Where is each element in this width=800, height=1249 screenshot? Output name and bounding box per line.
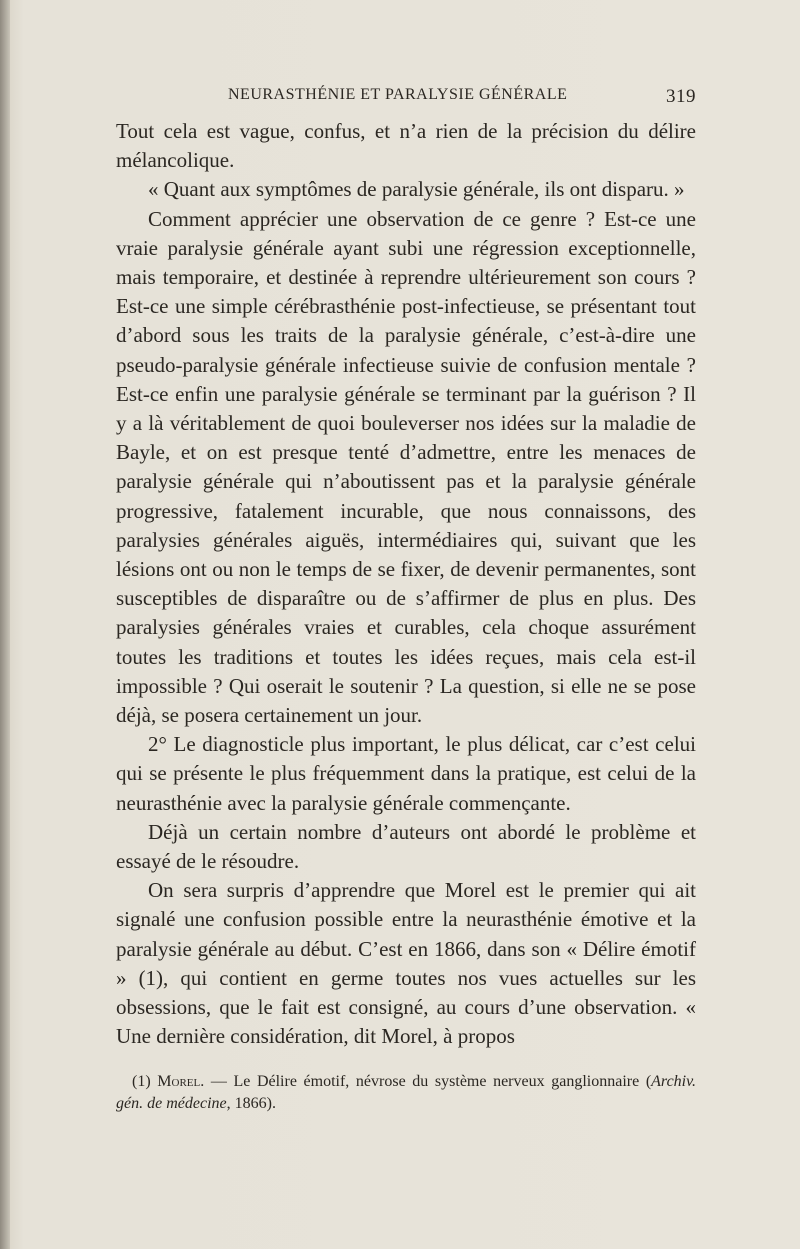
page-gutter-shadow <box>0 0 10 1249</box>
paragraph-1: Tout cela est vague, confus, et n’a rien de la précision du délire mélancolique. <box>116 119 696 173</box>
footnote-source: Archiv. gén. de médecine <box>116 1073 697 1112</box>
footnote-marker: (1) <box>132 1073 151 1090</box>
page-number: 319 <box>666 86 696 107</box>
running-header <box>116 86 696 110</box>
paragraph-3: Comment apprécier une observation de ce genre ? Est-ce une vraie paralysie générale ayant subi une régression exceptionnelle, mais temporaire, et destinée à reprendre ultérieurement son cours ? Est-ce une simple cérébrasthénie post-infectieuse, se présentant tout d’abord sous les traits de la paralysie générale, c’est-à-dire une pseudo-paralysie générale infectieuse suivie de confusion mentale ? Est-ce enfin une paralysie générale se terminant par la guérison ? Il y a là véritablement de quoi bouleverser nos idées sur la maladie de Bayle, et on est presque tenté d’admettre, entre les menaces de paralysie générale qui n’aboutissent pas et la paralysie générale progressive, fatalement incurable, que nous connaissons, des paralysies générales aiguës, intermédiaires qui, suivant que les lésions ont ou non le temps de se fixer, de devenir permanentes, sont susceptibles de disparaître ou de s’affirmer de plus en plus. Des paralysies générales vraies et curables, cela choque assurément toutes les traditions et toutes les idées reçues, mais cela est-il impossible ? Qui oserait le soutenir ? La question, si elle ne se pose déjà, se posera certainement un jour. <box>116 206 696 728</box>
footnote-year: , 1866). <box>226 1095 276 1112</box>
paragraph-2: « Quant aux symptômes de paralysie générale, ils ont disparu. » <box>148 177 685 202</box>
body-text <box>116 117 696 1052</box>
paragraph-5: Déjà un certain nombre d’auteurs ont abordé le problème et essayé de le résoudre. <box>116 819 696 874</box>
footnote-text: . — Le Délire émotif, névrose du système nerveux ganglionnaire <box>200 1073 640 1090</box>
footnote-entry: (1) Morel. — Le Délire émotif, névrose du système nerveux ganglionnaire (Archiv. gén. de médecine, 1866). <box>116 1073 697 1112</box>
footnote <box>116 1071 696 1115</box>
running-title: NEURASTHÉNIE ET PARALYSIE GÉNÉRALE <box>228 86 568 103</box>
paragraph-4: 2° Le diagnosticle plus important, le plus délicat, car c’est celui qui se présente le plus fréquemment dans la pratique, est celui de la neurasthénie avec la paralysie générale commençante. <box>116 732 696 815</box>
paragraph-6: On sera surpris d’apprendre que Morel est le premier qui ait signalé une confusion possible entre la neurasthénie émotive et la paralysie générale au début. C’est en 1866, dans son « Délire émotif » (1), qui contient en germe toutes nos vues actuelles sur les obsessions, que le fait est consigné, au cours d’une observation. « Une dernière considération, dit Morel, à propos <box>116 878 696 1049</box>
footnote-author: Morel <box>157 1073 201 1090</box>
